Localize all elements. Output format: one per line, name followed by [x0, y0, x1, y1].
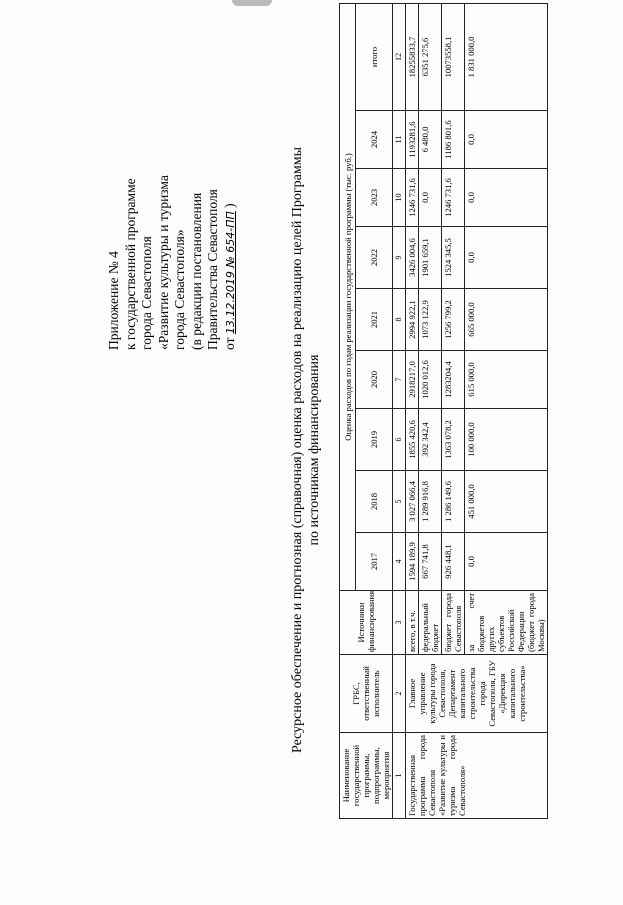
appendix-line: города Севастополя»: [172, 229, 187, 350]
value-cell: 0,0: [465, 533, 548, 591]
col-number: 12: [393, 3, 406, 110]
col-number: 2: [393, 655, 406, 733]
appendix-line: (в редакции постановления: [188, 192, 204, 350]
value-cell: 2918217,0: [406, 351, 419, 409]
value-cell: 392 342,4: [419, 409, 442, 471]
value-cell: 665 000,0: [465, 289, 548, 351]
source-cell: федеральный бюджет: [419, 591, 442, 655]
value-cell: 3 027 066,4: [406, 471, 419, 533]
value-cell: 1855 420,6: [406, 409, 419, 471]
source-cell: за счет бюджетов других субъектов Российской Федерации (бюджет города Москвы): [465, 591, 548, 655]
year-header: 2020: [356, 351, 393, 409]
value-cell: 1594 189,9: [406, 533, 419, 591]
value-cell: 1256 799,2: [442, 289, 465, 351]
appendix-line: «Развитие культуры и туризма: [155, 175, 171, 350]
year-header: 2018: [356, 471, 393, 533]
value-cell: 1 286 149,6: [442, 471, 465, 533]
col-number: 7: [393, 351, 406, 409]
col-number: 11: [393, 111, 406, 169]
year-header: 2021: [356, 289, 393, 351]
value-cell: 3426 004,6: [406, 227, 419, 289]
value-cell: 451 000,0: [465, 471, 548, 533]
date-prefix: от: [221, 337, 237, 350]
year-header: 2023: [356, 169, 393, 227]
executor-cell: Главное управление культуры города Севастополя, Департамент капитального строительства города Севастополя, ГБУ «Дирекция капитального строительства»: [406, 655, 548, 733]
total-cell: 6351 275,6: [419, 3, 442, 110]
appendix-line: к государственной программе: [122, 178, 138, 350]
appendix-header: [106, 10, 239, 350]
col-number: 1: [393, 733, 406, 819]
total-header: итого: [356, 3, 393, 110]
year-header: 2024: [356, 111, 393, 169]
total-cell: 18255833,7: [406, 3, 419, 110]
handwritten-date: 13.12.2019 № 654-ПП: [223, 211, 237, 335]
value-cell: 1186 801,6: [442, 111, 465, 169]
value-cell: 667 741,8: [419, 533, 442, 591]
header-row-1: [340, 3, 356, 818]
col-number: 10: [393, 169, 406, 227]
col-number: 6: [393, 409, 406, 471]
total-cell: 10073558,1: [442, 3, 465, 110]
date-suffix: ): [221, 203, 237, 208]
value-cell: 1901 659,1: [419, 227, 442, 289]
value-cell: 1020 012,6: [419, 351, 442, 409]
value-cell: 100 000,0: [465, 409, 548, 471]
value-cell: 2994 922,1: [406, 289, 419, 351]
value-cell: 0,0: [465, 169, 548, 227]
col-number: 4: [393, 533, 406, 591]
program-name-cell: Государственная программа города Севастополя «Развитие культуры и туризма города Севастополя»: [406, 733, 548, 819]
column-numbers-row: [393, 3, 406, 818]
year-header: 2019: [356, 409, 393, 471]
total-cell: 1 831 000,0: [465, 3, 548, 110]
col-number: 9: [393, 227, 406, 289]
appendix-date-line: [222, 10, 240, 350]
col-number: 5: [393, 471, 406, 533]
value-cell: 1363 078,2: [442, 409, 465, 471]
value-cell: 0,0: [465, 227, 548, 289]
value-cell: 1193281,6: [406, 111, 419, 169]
appendix-line: города Севастополя: [139, 236, 154, 350]
value-cell: 1283204,4: [442, 351, 465, 409]
value-cell: 1246 731,6: [442, 169, 465, 227]
col-number: 3: [393, 591, 406, 655]
header-grbs: ГРБС, ответственный исполнитель: [340, 655, 393, 733]
appendix-line: Приложение № 4: [106, 251, 121, 350]
appendix-line: Правительства Севастополя: [205, 189, 220, 350]
value-cell: 1246 731,6: [406, 169, 419, 227]
header-estimate: Оценка расходов по годам реализации государственной программы (тыс. руб.): [340, 3, 356, 590]
funding-table: [339, 3, 548, 819]
value-cell: 0,0: [419, 169, 442, 227]
value-cell: 926 448,1: [442, 533, 465, 591]
document-title: [289, 55, 323, 845]
data-row-total: [406, 3, 419, 818]
value-cell: 615 000,0: [465, 351, 548, 409]
value-cell: 6 480,0: [419, 111, 442, 169]
value-cell: 1524 345,5: [442, 227, 465, 289]
title-line-2: по источникам финансирования: [307, 354, 322, 546]
value-cell: 0,0: [465, 111, 548, 169]
title-line-1: Ресурсное обеспечение и прогнозная (справочная) оценка расходов на реализацию целей Программы: [290, 147, 305, 754]
year-header: 2022: [356, 227, 393, 289]
header-name: Наименование государственной программы, подпрограммы, мероприятия: [340, 733, 393, 819]
source-cell: всего, в т.ч.: [406, 591, 419, 655]
year-header: 2017: [356, 533, 393, 591]
header-source: Источники финансирования: [340, 591, 393, 655]
value-cell: 1 289 916,8: [419, 471, 442, 533]
source-cell: бюджет города Севастополя: [442, 591, 465, 655]
col-number: 8: [393, 289, 406, 351]
value-cell: 1073 122,9: [419, 289, 442, 351]
